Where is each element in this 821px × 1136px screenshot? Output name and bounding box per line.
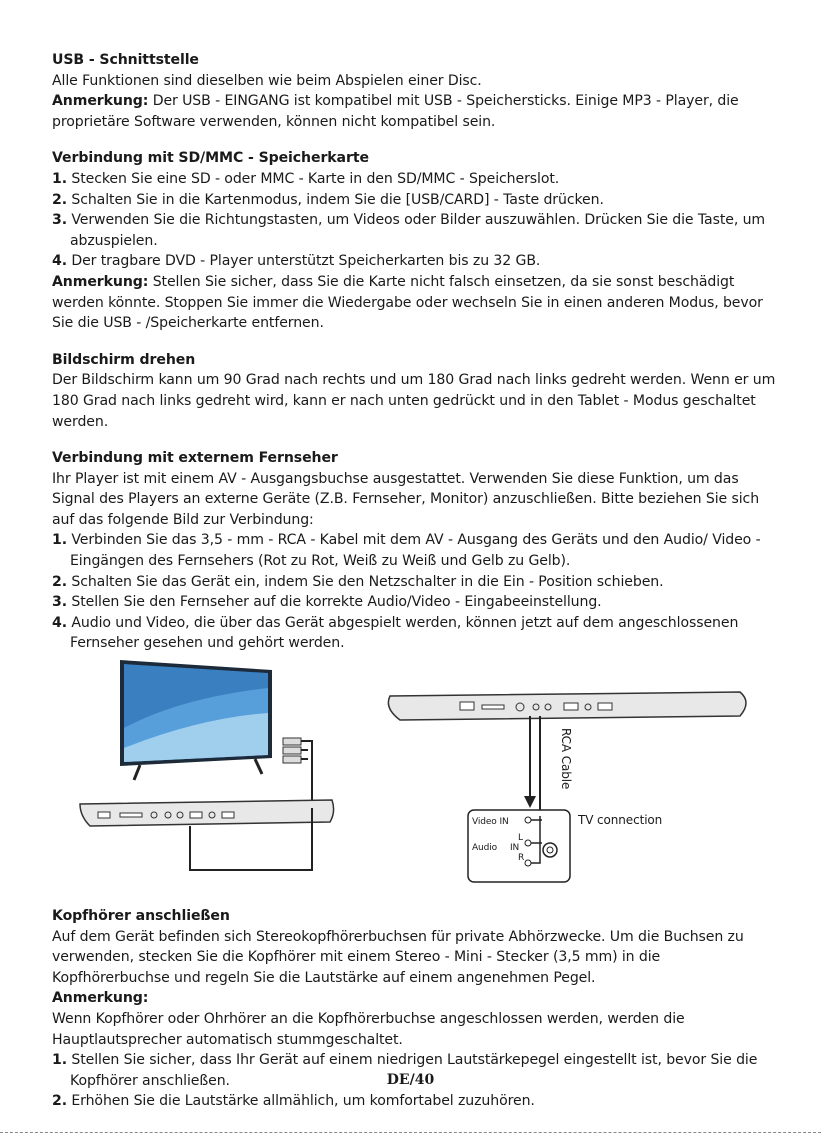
note-text: Der USB - EINGANG ist kompatibel mit USB - Speichersticks. Einige MP3 - Player, die proprietäre Software verwenden, können nicht kompatibel sein. (52, 93, 739, 130)
note-text: Stellen Sie sicher, dass Sie die Karte nicht falsch einsetzen, da sie sonst beschädigt werden könnte. Stoppen Sie immer die Wiedergabe oder wechseln Sie in einen anderen Modus, bevor Sie die USB - /Speicherkarte entfernen. (52, 273, 763, 332)
step-number: 2. (52, 573, 67, 590)
list-item (52, 530, 777, 571)
step-number: 2. (52, 191, 67, 208)
step-number: 3. (52, 594, 67, 611)
list-item (52, 613, 777, 654)
list-item (52, 592, 777, 613)
step-text: Stellen Sie den Fernseher auf die korrekte Audio/Video - Eingabeeinstellung. (66, 594, 602, 611)
screen-heading: Bildschirm drehen (52, 351, 196, 368)
step-text: Schalten Sie das Gerät ein, indem Sie den Netzschalter in die Ein - Position schieben. (66, 573, 664, 590)
video-in-label: Video IN (472, 817, 509, 828)
step-text: Verbinden Sie das 3,5 - mm - RCA - Kabel mit dem AV - Ausgang des Geräts und den Audio/ Video - Eingängen des Fernsehers (Rot zu Rot, Weiß zu Weiß und Gelb zu Gelb). (66, 532, 761, 570)
note-label: Anmerkung: (52, 93, 149, 110)
step-number: 1. (52, 1052, 67, 1069)
section-usb (52, 50, 777, 132)
usb-heading: USB - Schnittstelle (52, 52, 199, 68)
usb-note (52, 91, 777, 132)
left-channel-label: L (518, 833, 523, 844)
section-screen-rotate (52, 350, 777, 432)
note-text: Wenn Kopfhörer oder Ohrhörer an die Kopfhörerbuchse angeschlossen werden, werden die Hauptlautsprecher automatisch stummgeschaltet. (52, 1011, 685, 1048)
step-text: Stellen Sie sicher, dass Ihr Gerät auf einem niedrigen Lautstärkepegel eingestellt ist, bevor Sie die Kopfhörer anschließen. (66, 1052, 758, 1089)
tv-heading: Verbindung mit externem Fernseher (52, 450, 338, 467)
list-item (52, 572, 777, 593)
rca-cable-label: RCA Cable (559, 728, 573, 790)
headphones-text: Auf dem Gerät befinden sich Stereokopfhörerbuchsen für private Abhörzwecke. Um die Buchsen zu verwenden, stecken Sie die Kopfhörer mit einem Stereo - Mini - Stecker (3,5 mm) in die Kopfhörerbuchse und regeln Sie die Lautstärke auf einem angenehmen Pegel. (52, 928, 744, 986)
list-item (52, 251, 777, 272)
list-item (52, 210, 777, 251)
tv-icon (120, 660, 272, 780)
step-text: Erhöhen Sie die Lautstärke allmählich, um komfortabel zuzuhören. (66, 1093, 535, 1110)
step-number: 3. (52, 212, 67, 229)
section-sd-card (52, 148, 777, 333)
step-number: 1. (52, 170, 67, 187)
list-item (52, 1091, 777, 1112)
sd-note (52, 272, 777, 334)
headphones-heading: Kopfhörer anschließen (52, 908, 230, 925)
section-tv (52, 448, 777, 654)
audio-label: Audio (472, 843, 498, 854)
step-text: Stecken Sie eine SD - oder MMC - Karte in den SD/MMC - Speicherslot. (66, 170, 560, 187)
page-number: DE/40 (386, 1072, 435, 1088)
dvd-player-right (388, 692, 746, 720)
note-label: Anmerkung: (52, 273, 149, 290)
dvd-player-left (80, 800, 334, 870)
step-text: Audio und Video, die über das Gerät abgespielt werden, können jetzt auf dem angeschlossenen Fernseher gesehen und gehört werden. (66, 614, 739, 652)
right-channel-label: R (518, 853, 525, 864)
usb-text: Alle Funktionen sind dieselben wie beim Abspielen einer Disc. (52, 72, 482, 89)
step-number: 4. (52, 253, 67, 270)
screen-text: Der Bildschirm kann um 90 Grad nach rechts und um 180 Grad nach links gedreht werden. Wenn er um 180 Grad nach links gedreht wird, kann er nach unten gedrückt und in den Tablet - Modus geschaltet werden. (52, 372, 776, 430)
step-number: 1. (52, 532, 67, 549)
step-text: Schalten Sie in die Kartenmodus, indem Sie die [USB/CARD] - Taste drücken. (66, 191, 604, 208)
list-item (52, 190, 777, 211)
step-number: 2. (52, 1093, 67, 1110)
step-text: Der tragbare DVD - Player unterstützt Speicherkarten bis zu 32 GB. (66, 253, 541, 270)
page-content (52, 50, 777, 1112)
tv-connection-figure (50, 658, 775, 898)
sd-heading: Verbindung mit SD/MMC - Speicherkarte (52, 150, 369, 167)
step-text: Verwenden Sie die Richtungstasten, um Videos oder Bilder auszuwählen. Drücken Sie die Taste, um abzuspielen. (66, 212, 766, 249)
tv-connection-label: TV connection (578, 813, 663, 828)
page-divider (0, 1132, 821, 1133)
connection-diagram (50, 658, 775, 898)
tv-text: Ihr Player ist mit einem AV - Ausgangsbuchse ausgestattet. Verwenden Sie diese Funktion, um das Signal des Players an externe Geräte (Z.B. Fernseher, Monitor) anzuschließen. Bitte beziehen Sie sich auf das folgende Bild zur Verbindung: (52, 470, 760, 528)
rca-cable-line (524, 716, 540, 816)
list-item (52, 169, 777, 190)
note-label: Anmerkung: (52, 990, 149, 1007)
rca-plug-icon (283, 738, 312, 808)
step-number: 4. (52, 614, 67, 631)
in-label: IN (510, 843, 520, 854)
